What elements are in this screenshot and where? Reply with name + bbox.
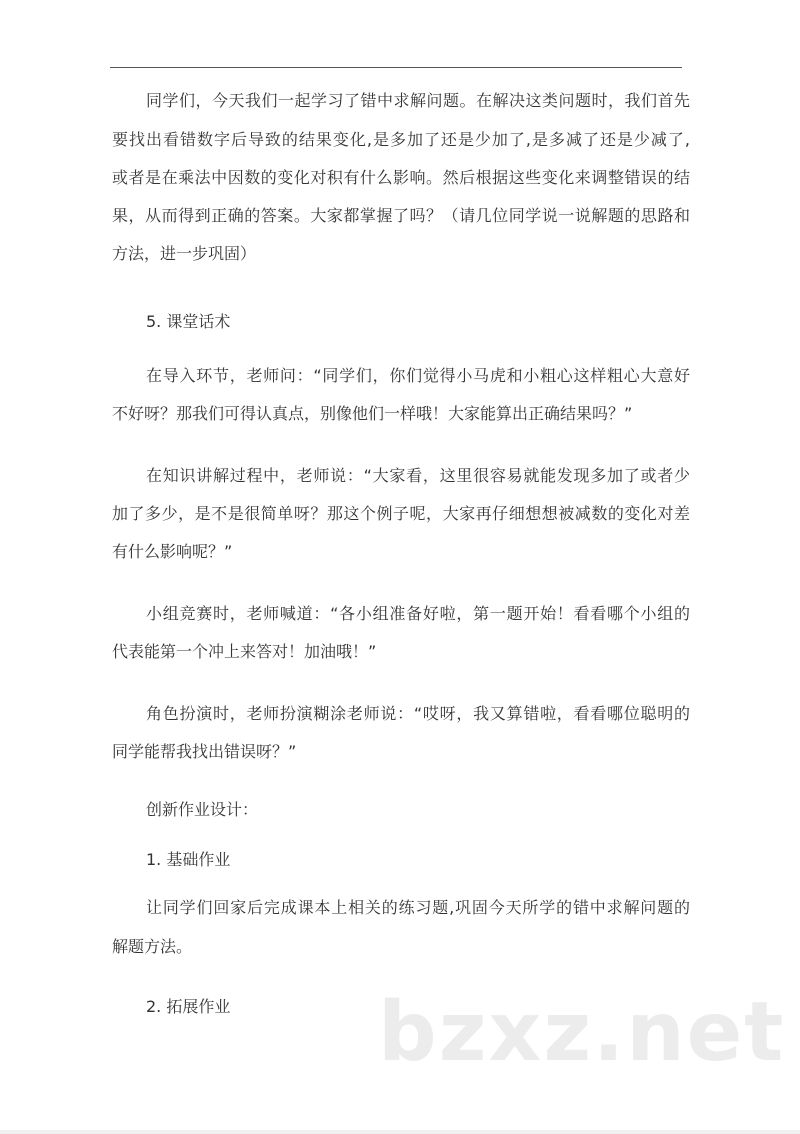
paragraph-3-line: 在知识讲解过程中，老师说：“大家看，这里很容易就能发现多加了或者少 (146, 466, 690, 485)
paragraph-0-line: 方法，进一步巩固） (112, 244, 257, 263)
paragraph-5-line: 同学能帮我找出错误呀？” (112, 742, 297, 761)
paragraph-5-line: 角色扮演时，老师扮演糊涂老师说：“哎呀，我又算错啦，看看哪位聪明的 (146, 704, 690, 723)
paragraph-3-line: 有什么影响呢？” (112, 542, 233, 561)
paragraph-9-line: 2. 拓展作业 (146, 997, 231, 1016)
paragraph-6-line: 创新作业设计： (146, 800, 259, 819)
paragraph-0-line: 同学们，今天我们一起学习了错中求解问题。在解决这类问题时，我们首先 (146, 91, 690, 110)
paragraph-7-line: 1. 基础作业 (146, 850, 231, 869)
paragraph-8-line: 解题方法。 (112, 937, 193, 956)
page-edge (0, 1130, 800, 1134)
paragraph-0-line: 果，从而得到正确的答案。大家都掌握了吗？（请几位同学说一说解题的思路和 (112, 206, 690, 225)
paragraph-4-line: 小组竞赛时，老师喊道：“各小组准备好啦，第一题开始！看看哪个小组的 (146, 604, 690, 623)
paragraph-3-line: 加了多少，是不是很简单呀？那这个例子呢，大家再仔细想想被减数的变化对差 (112, 504, 690, 523)
paragraph-1-line: 5. 课堂话术 (146, 312, 231, 331)
header-rule (110, 67, 682, 68)
paragraph-0-line: 或者是在乘法中因数的变化对积有什么影响。然后根据这些变化来调整错误的结 (112, 168, 690, 187)
paragraph-8-line: 让同学们回家后完成课本上相关的练习题,巩固今天所学的错中求解问题的 (146, 898, 690, 917)
paragraph-2-line: 在导入环节，老师问：“同学们，你们觉得小马虎和小粗心这样粗心大意好 (146, 366, 690, 385)
paragraph-4-line: 代表能第一个冲上来答对！加油哦！” (112, 642, 377, 661)
watermark: bzxz.net (378, 985, 786, 1080)
paragraph-2-line: 不好呀？那我们可得认真点，别像他们一样哦！大家能算出正确结果吗？” (112, 404, 633, 423)
paragraph-0-line: 要找出看错数字后导致的结果变化,是多加了还是少加了,是多减了还是少减了, (112, 130, 690, 149)
